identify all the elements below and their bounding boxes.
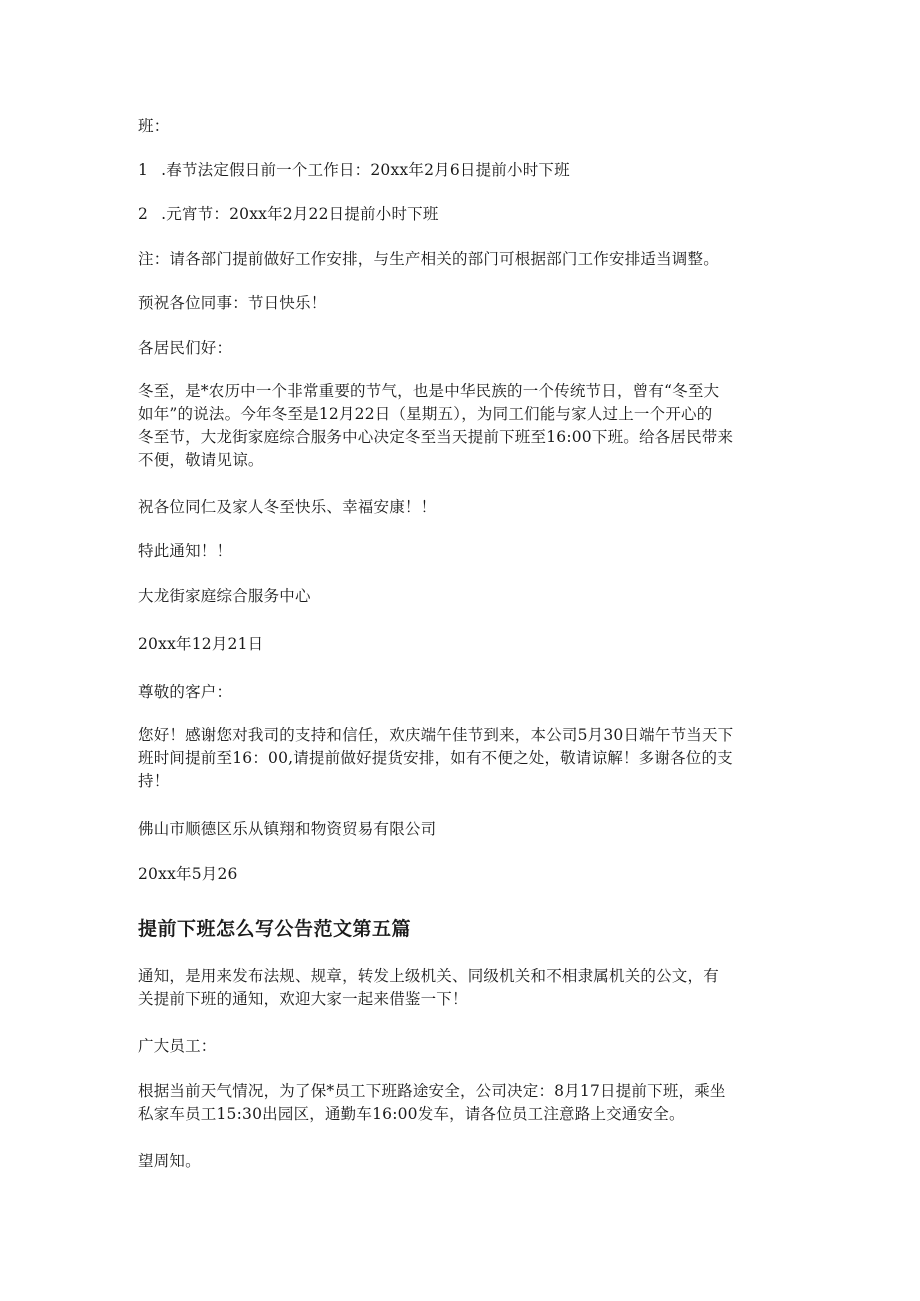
paragraph-winter-solstice [138, 380, 788, 472]
section-heading: 提前下班怎么写公告范文第五篇 [138, 918, 412, 940]
text-line: 持！ [138, 772, 170, 790]
paragraph-ban: 班： [138, 117, 170, 135]
text-line: 不便，敬请见谅。 [138, 451, 264, 469]
paragraph-customer-salutation: 尊敬的客户： [138, 683, 233, 701]
paragraph-weather-notice [138, 1080, 788, 1126]
list-text: .元宵节：20xx年2月22日提前小时下班 [161, 205, 439, 223]
list-number: 2 [138, 205, 149, 223]
text-line: 冬至，是*农历中一个非常重要的节气，也是中华民族的一个传统节日，曾有“冬至大 [138, 382, 720, 400]
paragraph-dragon-boat [138, 724, 788, 793]
list-text: .春节法定假日前一个工作日：20xx年2月6日提前小时下班 [161, 161, 570, 179]
paragraph-residents-salutation: 各居民们好： [138, 339, 233, 357]
text-line: 根据当前天气情况，为了保*员工下班路途安全，公司决定：8月17日提前下班，乘坐 [138, 1082, 726, 1100]
list-number: 1 [138, 161, 149, 179]
list-item-lantern-festival [138, 203, 788, 226]
paragraph-greeting: 预祝各位同事：节日快乐！ [138, 294, 327, 312]
paragraph-intro [138, 965, 788, 1011]
text-line: 冬至节，大龙街家庭综合服务中心决定冬至当天提前下班至16:00下班。给各居民带来 [138, 428, 734, 446]
paragraph-company-signature: 佛山市顺德区乐从镇翔和物资贸易有限公司 [138, 820, 437, 838]
paragraph-note: 注：请各部门提前做好工作安排，与生产相关的部门可根据部门工作安排适当调整。 [138, 250, 719, 268]
text-line: 如年”的说法。今年冬至是12月22日（星期五），为同工们能与家人过上一个开心的 [138, 405, 713, 423]
list-item-spring-festival [138, 159, 788, 182]
paragraph-date: 20xx年12月21日 [138, 635, 264, 653]
paragraph-hereby-notice: 特此通知！！ [138, 542, 233, 560]
paragraph-signature-org: 大龙街家庭综合服务中心 [138, 587, 311, 605]
paragraph-date-2: 20xx年5月26 [138, 865, 238, 883]
paragraph-staff-salutation: 广大员工： [138, 1037, 217, 1055]
text-line: 班时间提前至16：00,请提前做好提货安排，如有不便之处，敬请谅解！多谢各位的支 [138, 749, 733, 767]
text-line: 关提前下班的通知，欢迎大家一起来借鉴一下！ [138, 990, 468, 1008]
paragraph-wishes: 祝各位同仁及家人冬至快乐、幸福安康！！ [138, 498, 437, 516]
text-line: 您好！感谢您对我司的支持和信任，欢庆端午佳节到来，本公司5月30日端午节当天下 [138, 726, 734, 744]
text-line: 通知，是用来发布法规、规章，转发上级机关、同级机关和不相隶属机关的公文，有 [138, 967, 719, 985]
text-line: 私家车员工15:30出园区，通勤车16:00发车，请各位员工注意路上交通安全。 [138, 1105, 685, 1123]
paragraph-closing: 望周知。 [138, 1152, 201, 1170]
